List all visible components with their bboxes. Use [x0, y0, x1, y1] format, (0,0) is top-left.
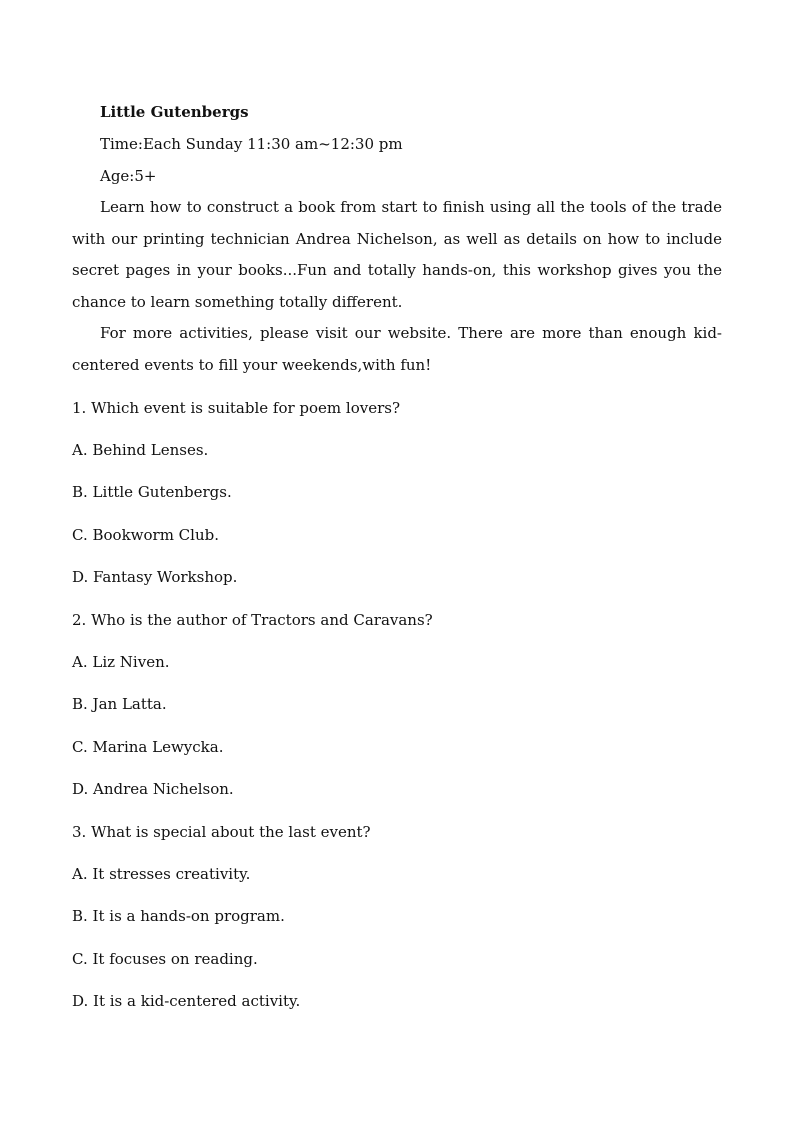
question-2-stem: 2. Who is the author of Tractors and Caravans? — [72, 610, 433, 629]
question-list — [72, 387, 722, 1023]
question-2-option-a: A. Liz Niven. — [72, 653, 170, 671]
event-title: Little Gutenbergs — [100, 103, 249, 121]
question-1-option-b: B. Little Gutenbergs. — [72, 483, 232, 502]
event-age: Age:5+ — [100, 167, 157, 185]
question-1-stem: 1. Which event is suitable for poem lovers? — [72, 398, 401, 417]
question-3-option-a: A. It stresses creativity. — [72, 865, 251, 884]
question-3-option-c: C. It focuses on reading. — [72, 949, 258, 968]
question-3-option-b: B. It is a hands-on program. — [72, 907, 285, 926]
more-activities-note: For more activities, please visit our website. There are more than enough kid-centered events to fill your weekends,with fun! — [72, 324, 722, 374]
event-description: Learn how to construct a book from start to finish using all the tools of the trade with our printing technician Andrea Nichelson, as well as details on how to include secret pages in your books...Fun and totally hands-on, this workshop gives you the chance to learn something totally different. — [72, 198, 722, 311]
question-2-option-b: B. Jan Latta. — [72, 695, 167, 714]
question-3-option-d: D. It is a kid-centered activity. — [72, 992, 301, 1011]
event-time: Time:Each Sunday 11:30 am~12:30 pm — [100, 135, 403, 153]
question-1-option-a: A. Behind Lenses. — [72, 440, 209, 459]
question-1-option-d: D. Fantasy Workshop. — [72, 568, 238, 587]
question-3-stem: 3. What is special about the last event? — [72, 822, 371, 841]
document-page — [72, 96, 722, 1023]
question-2-option-d: D. Andrea Nichelson. — [72, 780, 234, 799]
question-2-option-c: C. Marina Lewycka. — [72, 737, 224, 756]
question-1-option-c: C. Bookworm Club. — [72, 525, 219, 544]
